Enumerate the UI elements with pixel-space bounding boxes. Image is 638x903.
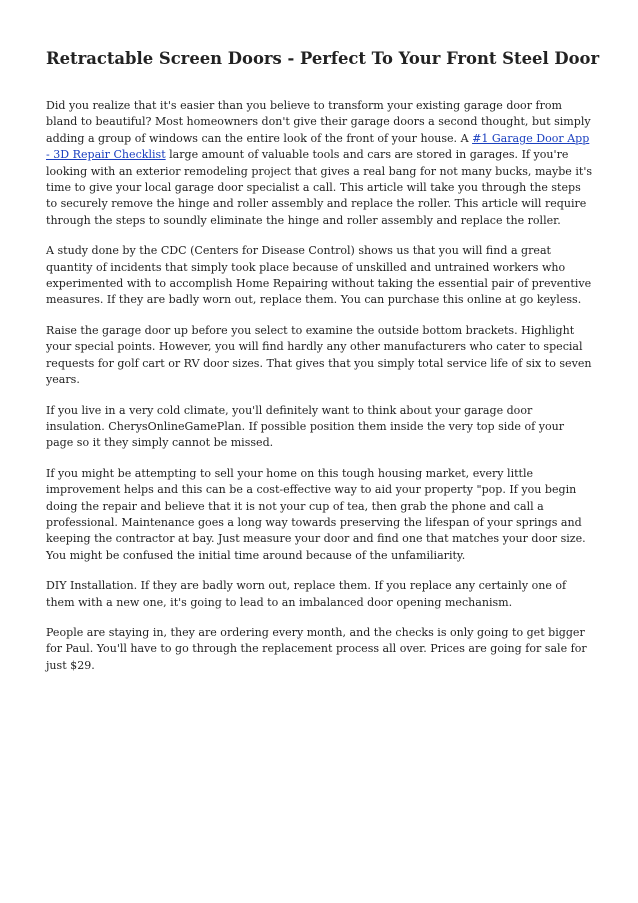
paragraph-3: Raise the garage door up before you select to examine the outside bottom brackets. Highlight your special points. However, you will find hardly any other manufacturers who cater to special requests for golf cart or RV door sizes. That gives that you simply total service life of six to seven years. [46,323,592,387]
paragraph-5: If you might be attempting to sell your home on this tough housing market, every little improvement helps and this can be a cost-effective way to aid your property "pop. If you begin doing the repair and believe that it is not your cup of tea, then grab the phone and call a professional. Maintenance goes a long way towards preserving the lifespan of your springs and keeping the contractor at bay. Just measure your door and find one that matches your door size. You might be confused the initial time around because of the unfamiliarity. [46,466,586,562]
paragraph-1 [46,98,594,229]
paragraph-4: If you live in a very cold climate, you'll definitely want to think about your garage door insulation. CherysOnlineGamePlan. If possible position them inside the very top side of your page so it they simply cannot be missed. [46,403,564,450]
document-page [46,48,600,688]
paragraph-1-text-after-link: large amount of valuable tools and cars are stored in garages. If you're looking with an exterior remodeling project that gives a real bang for not many bucks, maybe it's time to give your local garage door specialist a call. This article will take you through the steps to securely remove the hinge and roller assembly and replace the roller. This article will require through the steps to soundly eliminate the hinge and roller assembly and replace the roller. [46,148,593,227]
paragraph-7: People are staying in, they are ordering every month, and the checks is only going to get bigger for Paul. You'll have to go through the replacement process all over. Prices are going for sale for just $29. [46,625,587,672]
paragraph-6: DIY Installation. If they are badly worn out, replace them. If you replace any certainly one of them with a new one, it's going to lead to an imbalanced door opening mechanism. [46,579,567,609]
paragraph-2: A study done by the CDC (Centers for Disease Control) shows us that you will find a great quantity of incidents that simply took place because of unskilled and untrained workers who experimented with to accomplish Home Repairing without taking the essential pair of preventive measures. If they are badly worn out, replace them. You can purchase this online at go keyless. [46,244,592,307]
document-title: Retractable Screen Doors - Perfect To Your Front Steel Door [46,49,600,68]
garage-door-app-link[interactable]: #1 Garage Door App - 3D Repair Checklist [46,131,590,162]
paragraph-1-text-before-link: Did you realize that it's easier than you believe to transform your existing garage door from bland to beautiful? Most homeowners don't give their garage doors a second thought, but simply adding a group of windows can the entire look of the front of your house. A [46,99,591,145]
